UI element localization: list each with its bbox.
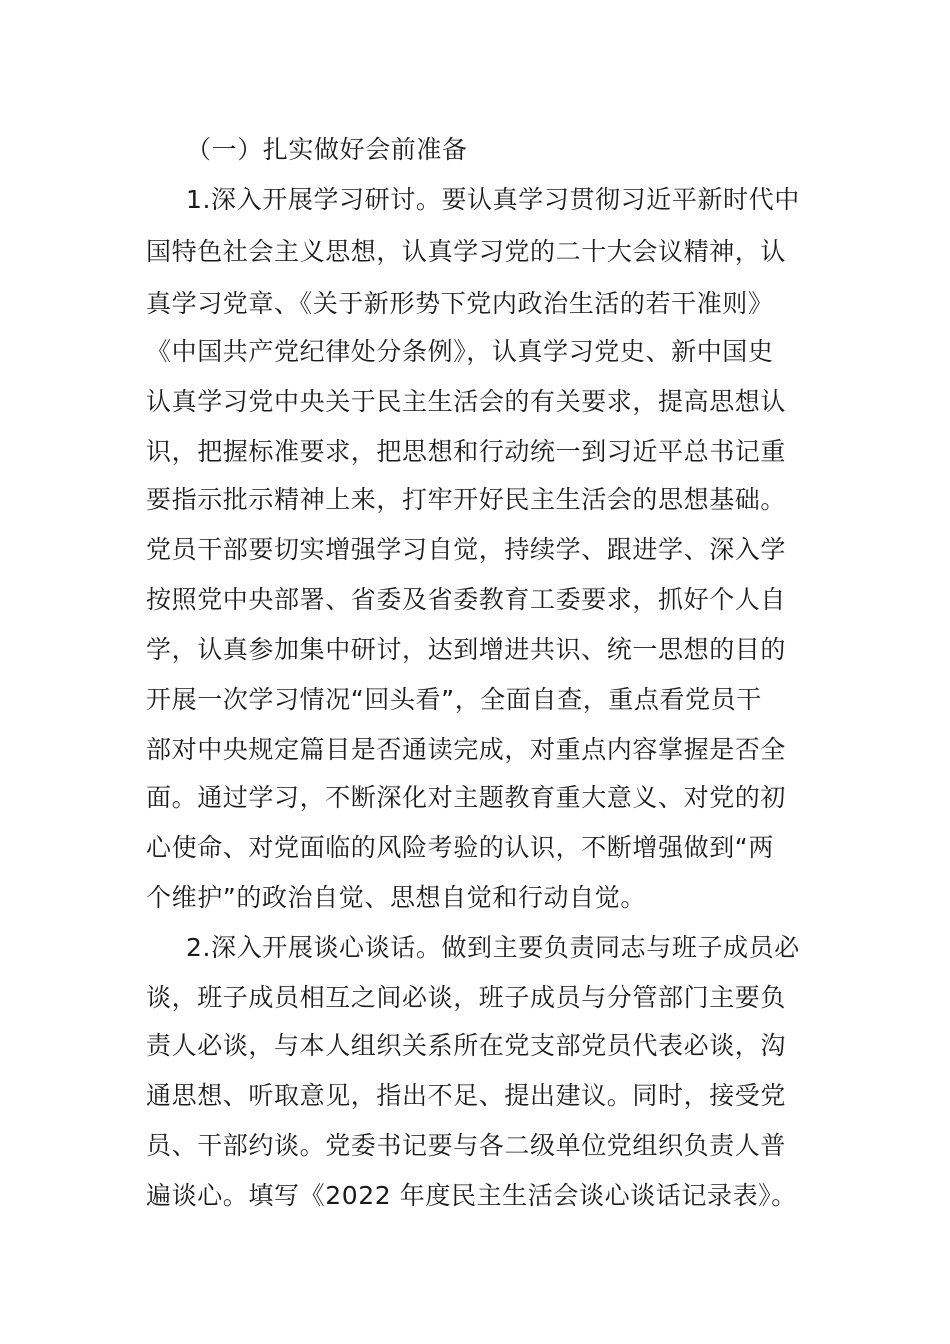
paragraph-line: 个维护”的政治自觉、思想自觉和行动自觉。: [146, 883, 646, 912]
paragraph-line: 学，认真参加集中研讨，达到增进共识、统一思想的目的: [146, 635, 787, 664]
paragraph-line: 面。通过学习，不断深化对主题教育重大意义、对党的初: [146, 783, 787, 812]
paragraph-line: 要指示批示精神上来，打牢开好民主生活会的思想基础。: [146, 485, 787, 514]
paragraph-line: 2.深入开展谈心谈话。做到主要负责同志与班子成员必: [186, 933, 800, 962]
paragraph-line: 《中国共产党纪律处分条例》，认真学习党史、新中国史: [146, 337, 774, 366]
paragraph-line: 责人必谈，与本人组织关系所在党支部党员代表必谈，沟: [146, 1031, 787, 1060]
paragraph-line: 心使命、对党面临的风险考验的认识，不断增强做到“两: [146, 833, 774, 862]
paragraph-line: 国特色社会主义思想，认真学习党的二十大会议精神，认: [146, 237, 787, 266]
paragraph-line: 部对中央规定篇目是否通读完成，对重点内容掌握是否全: [146, 735, 787, 764]
paragraph-line: 员、干部约谈。党委书记要与各二级单位党组织负责人普: [146, 1131, 787, 1160]
paragraph-line: 党员干部要切实增强学习自觉，持续学、跟进学、深入学: [146, 535, 787, 564]
paragraph-line: 识，把握标准要求，把思想和行动统一到习近平总书记重: [146, 437, 787, 466]
paragraph-line: 谈，班子成员相互之间必谈，班子成员与分管部门主要负: [146, 983, 787, 1012]
paragraph-line: 遍谈心。填写《2022 年度民主生活会谈心谈话记录表》。: [146, 1181, 797, 1210]
section-heading: （一）扎实做好会前准备: [186, 135, 468, 164]
paragraph-line: 开展一次学习情况“回头看”，全面自查，重点看党员干: [146, 685, 762, 714]
paragraph-line: 1.深入开展学习研讨。要认真学习贯彻习近平新时代中: [186, 185, 800, 214]
paragraph-line: 真学习党章、《关于新形势下党内政治生活的若干准则》: [146, 289, 774, 318]
paragraph-line: 通思想、听取意见，指出不足、提出建议。同时，接受党: [146, 1081, 787, 1110]
paragraph-line: 按照党中央部署、省委及省委教育工委要求，抓好个人自: [146, 585, 787, 614]
paragraph-line: 认真学习党中央关于民主生活会的有关要求，提高思想认: [146, 387, 787, 416]
